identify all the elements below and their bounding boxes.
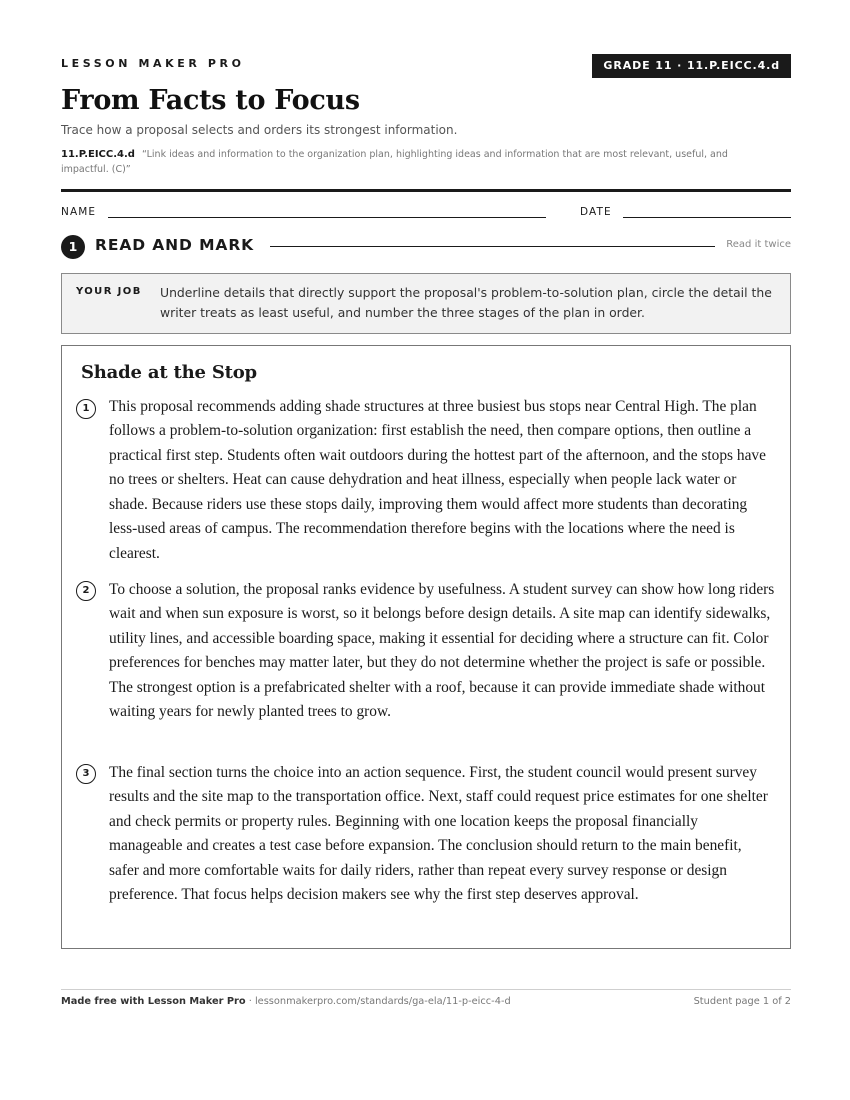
standard-text: “Link ideas and information to the organization plan, highlighting ideas and information that are most relevant, useful, and impactful. (C)” bbox=[61, 149, 728, 175]
paragraph-2: To choose a solution, the proposal ranks evidence by usefulness. A student survey can show how long riders wait and when sun exposure is worst, so it belongs before design details. A site map can identify sidewalks, utility lines, and accessible boarding space, making it essential for deciding where a structure can fit. Color preferences for benches may matter later, but they do not determine whether the project is safe or possible. The strongest option is a prefabricated shelter with a roof, because it can provide immediate shade without waiting years for newly planted trees to grow. bbox=[109, 581, 775, 721]
section-title: READ AND MARK bbox=[95, 236, 255, 254]
page-subtitle: Trace how a proposal selects and orders its strongest information. bbox=[61, 123, 458, 137]
section-note: Read it twice bbox=[726, 239, 791, 250]
paragraph-number-2: 2 bbox=[76, 581, 96, 601]
instructions-label: YOUR JOB bbox=[76, 286, 142, 297]
paragraph-3: The final section turns the choice into an action sequence. First, the student council would present survey results and the site map to the transportation office. Next, staff could request price estimates for one shelter and check permits or property rules. Beginning with one location keeps the proposal financially manageable and creates a test case before expansion. The conclusion should return to the main benefit, safer and more comfortable waits for daily riders, rather than repeat every survey response or design preference. That focus helps decision makers see why the first step deserves approval. bbox=[109, 764, 768, 904]
footer-url[interactable]: · lessonmakerpro.com/standards/ga-ela/11-p-eicc-4-d bbox=[245, 996, 511, 1007]
name-field[interactable] bbox=[108, 217, 546, 218]
section-rule bbox=[270, 246, 715, 247]
passage-title: Shade at the Stop bbox=[81, 362, 257, 383]
standard-description bbox=[61, 147, 776, 177]
footer-credit bbox=[61, 996, 511, 1007]
reading-passage bbox=[61, 345, 791, 949]
date-label: DATE bbox=[580, 206, 612, 218]
footer-page-number: Student page 1 of 2 bbox=[693, 996, 791, 1007]
standard-code: 11.P.EICC.4.d bbox=[61, 149, 135, 160]
page-title: From Facts to Focus bbox=[61, 85, 360, 116]
grade-badge: GRADE 11 · 11.P.EICC.4.d bbox=[592, 54, 791, 78]
footer-made-with: Made free with Lesson Maker Pro bbox=[61, 996, 246, 1007]
brand-name: LESSON MAKER PRO bbox=[61, 57, 245, 70]
date-field[interactable] bbox=[623, 217, 791, 218]
paragraph-number-1: 1 bbox=[76, 399, 96, 419]
instructions-box bbox=[61, 273, 791, 334]
worksheet-page bbox=[61, 0, 791, 1100]
footer-divider bbox=[61, 989, 791, 990]
section-number-badge: 1 bbox=[61, 235, 85, 259]
name-label: NAME bbox=[61, 206, 97, 218]
header-divider bbox=[61, 189, 791, 192]
paragraph-1: This proposal recommends adding shade structures at three busiest bus stops near Central High. The plan follows a problem-to-solution organization: first establish the need, then compare options, then outline a practical first step. Students often wait outdoors during the hottest part of the afternoon, and the stops have no trees or shelters. Heat can cause dehydration and heat illness, especially when people lack water or shade. Because riders use these stops daily, improving them would affect more students than decorating less-used areas of campus. The recommendation therefore begins with the locations where the need is clearest. bbox=[109, 398, 766, 562]
paragraph-number-3: 3 bbox=[76, 764, 96, 784]
instructions-text: Underline details that directly support the proposal's problem-to-solution plan, circle the detail the writer treats as least useful, and number the three stages of the plan in order. bbox=[160, 285, 772, 320]
